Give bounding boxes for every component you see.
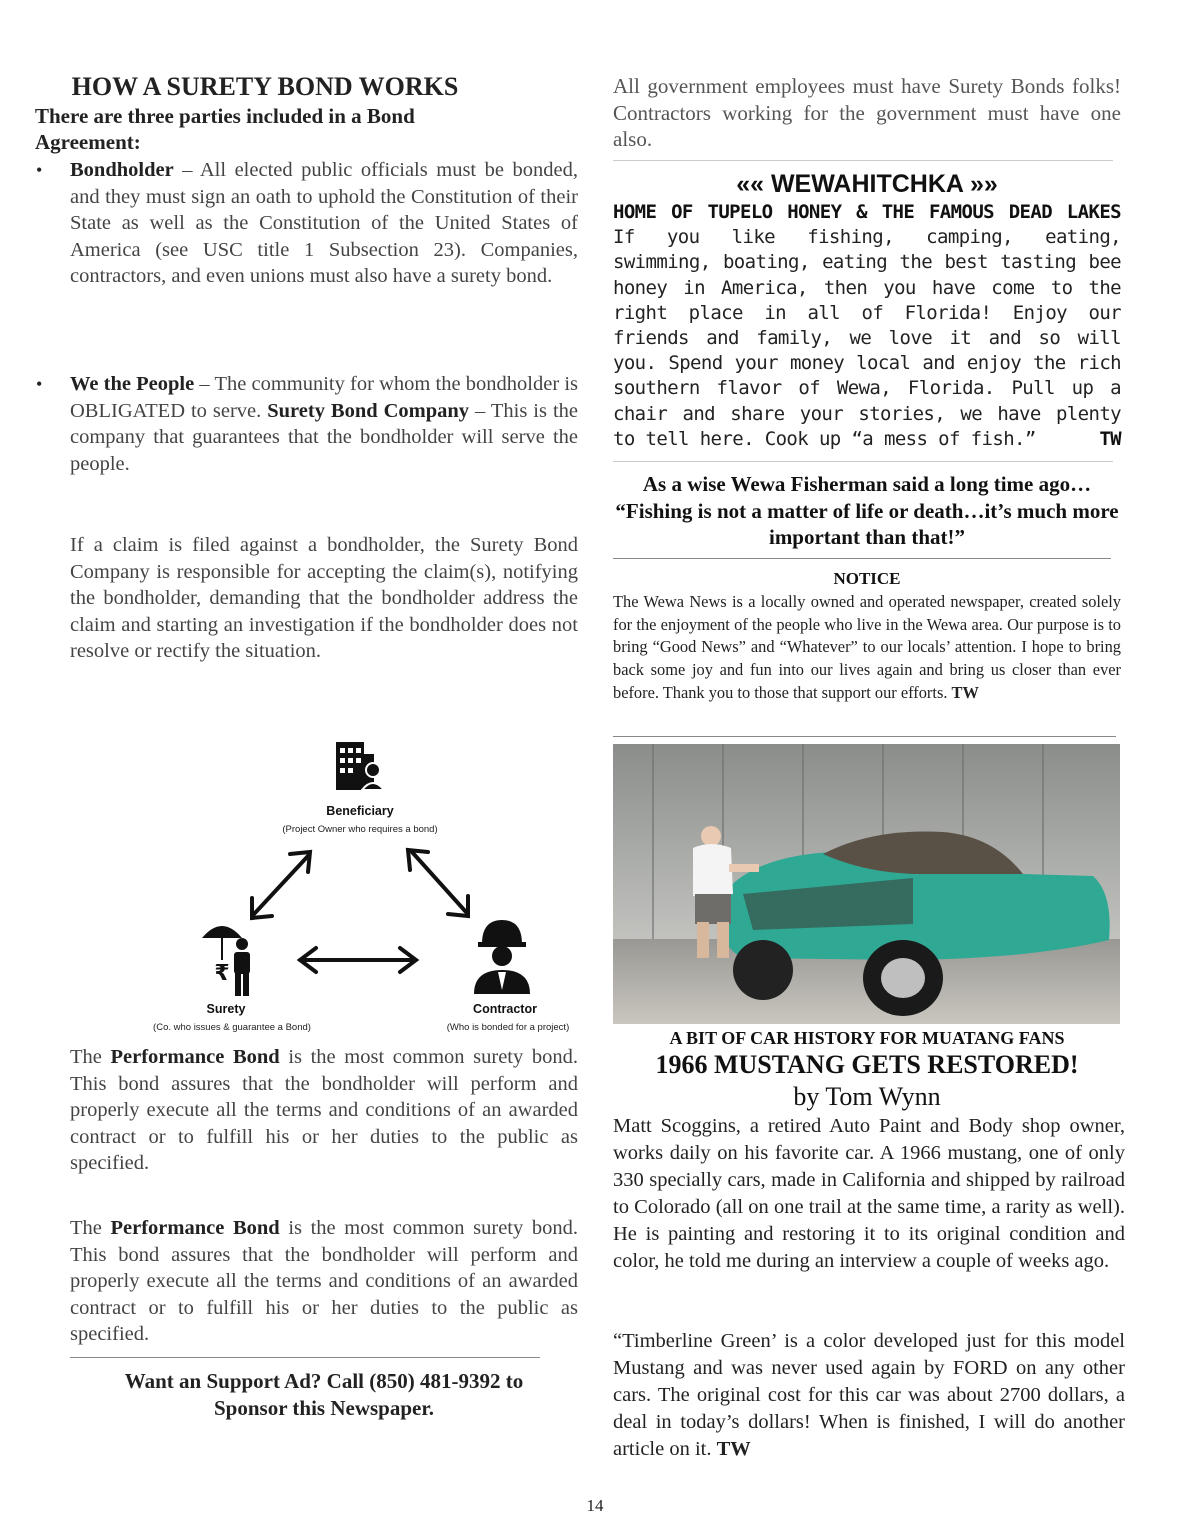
sponsor-ad [70, 1368, 578, 1422]
mustang-headline: 1966 MUSTANG GETS RESTORED! [655, 1050, 1079, 1079]
bullet-bondholder [36, 157, 578, 290]
right-divider-4 [613, 736, 1116, 737]
contractor-sublabel: (Who is bonded for a project) [446, 1022, 570, 1033]
performance-bond-paragraph-2 [70, 1215, 578, 1348]
building-icon [336, 742, 384, 790]
claim-paragraph: If a claim is filed against a bondholder, the Surety Bond Company is responsible for accepting the claim(s), notifying the bondholder, demanding that the bondholder address the claim and starting an investigation if the bondholder does not resolve or rectify the situation. [70, 534, 578, 663]
bondholder-term: Bondholder [70, 159, 174, 181]
contractor-label: Contractor [473, 1002, 537, 1016]
bondholder-text: – All elected public officials must be bonded, and they must sign an oath to uphold the Constitution of their State as well as the Constitution of the United States of America (see USC title 1 Subsection 23). Companies, contractors, and even unions must also have a surety bond. [70, 159, 578, 288]
car-history-heading: A BIT OF CAR HISTORY FOR MUATANG FANS [669, 1028, 1065, 1048]
wewahitchka-body [613, 200, 1121, 452]
notice-heading: NOTICE [833, 569, 901, 588]
arrow-beneficiary-contractor [412, 852, 466, 912]
bullet-dot: • [36, 374, 43, 394]
surety-sublabel: (Co. who issues & guarantee a Bond) [153, 1022, 311, 1033]
government-bonds-text: All government employees must have Surety Bonds folks! Contractors working for the government must have one also. [613, 74, 1121, 152]
surety-diagram [140, 738, 580, 1038]
right-divider-1 [613, 160, 1113, 161]
story2-signature: TW [716, 1437, 751, 1460]
surety-company-text: – This is the company that guarantees that the bondholder will serve the people. [70, 399, 578, 475]
surety-intro: There are three parties included in a Bond Agreement: [35, 104, 415, 154]
mustang-photo-graphic [613, 744, 1120, 1024]
notice-text [613, 591, 1121, 705]
sponsor-ad-line2: Sponsor this Newspaper. [214, 1396, 434, 1420]
diagram-graphics [140, 738, 580, 1038]
wewa-text: If you like fishing, camping, eating, swimming, boating, eating the best tasting bee honey in America, then you have come to the right place in all of Florida! Enjoy our friends and family, we love it and so will you. Spend your money local and enjoy the rich southern flavor of Wewa, Florida. Pull up a chair and share your stories, we have plenty to tell here. Cook up “a mess of fish.” [613, 226, 1121, 450]
arrows [252, 850, 468, 972]
bullet-we-the-people [36, 371, 578, 477]
sponsor-ad-line1: Want an Support Ad? Call (850) 481-9392 to [124, 1369, 524, 1393]
we-the-people-term: We the People [70, 373, 195, 395]
wewa-bold-intro: HOME OF TUPELO HONEY & THE FAMOUS DEAD LAKES [613, 201, 1121, 223]
surety-title: HOW A SURETY BOND WORKS [71, 72, 459, 101]
performance-bond-paragraph-1 [70, 1044, 578, 1177]
beneficiary-sublabel: (Project Owner who requires a bond) [282, 824, 438, 835]
perf-prefix: The [70, 1217, 111, 1239]
perf-text: is the most common surety bond. This bond assures that the bondholder will perform and properly execute all the terms and conditions of an awarded contract or to fulfill his or her duties to the public as specified. [70, 1046, 578, 1175]
bullet-dot: • [36, 160, 43, 180]
story2-text: “Timberline Green’ is a color developed just for this model Mustang and was never used again by FORD on any other cars. The original cost for this car was about 2700 dollars, a deal in today’s dollars! When is finished, I will do another article on it. [613, 1330, 1125, 1460]
we-the-people-text: – The community for whom the bondholder is OBLIGATED to serve. [70, 373, 578, 422]
page-number: 14 [586, 1496, 604, 1515]
performance-bond-term: Performance Bond [110, 1046, 280, 1068]
byline: by Tom Wynn [793, 1082, 941, 1111]
wewahitchka-title: «« WEWAHITCHKA »» [736, 170, 998, 198]
arrow-surety-beneficiary [254, 856, 308, 914]
rupee-symbol: ₹ [214, 960, 230, 985]
left-divider [70, 1357, 540, 1358]
performance-bond-term: Performance Bond [110, 1217, 280, 1239]
notice-body: The Wewa News is a locally owned and operated newspaper, created solely for the enjoyment of the people who live in the Wewa area. Our purpose is to bring “Good News” and “Whatever” to our locals’ attention. I hope to bring back some joy and fun into our lives again and bring us closer than ever before. Thank you to those that support our efforts. [613, 592, 1121, 702]
mustang-story-2 [613, 1328, 1125, 1463]
perf-prefix: The [70, 1046, 111, 1068]
mustang-story-1: Matt Scoggins, a retired Auto Paint and Body shop owner, works daily on his favorite car. A 1966 mustang, one of only 330 specially cars, made in California and shipped by railroad to Colorado (all on one trail at the same time, a rarity as well). He is painting and restoring it to its original condition and color, he told me during an interview a couple of weeks ago. [613, 1115, 1125, 1272]
mustang-photo [613, 744, 1120, 1024]
right-divider-2 [613, 461, 1113, 462]
notice-signature: TW [951, 682, 979, 702]
surety-company-term: Surety Bond Company [267, 399, 470, 422]
perf-text: is the most common surety bond. This bond assures that the bondholder will perform and properly execute all the terms and conditions of an awarded contract or to fulfill his or her duties to the public as specified. [70, 1217, 578, 1346]
fisherman-quote: As a wise Wewa Fisherman said a long time ago… “Fishing is not a matter of life or death…it’s much more important than that!” [615, 472, 1119, 550]
beneficiary-label: Beneficiary [326, 804, 394, 818]
right-divider-3 [613, 558, 1111, 559]
surety-label: Surety [206, 1002, 246, 1016]
wewa-signature: TW [1099, 427, 1121, 450]
hard-hat-worker-icon [474, 920, 530, 994]
